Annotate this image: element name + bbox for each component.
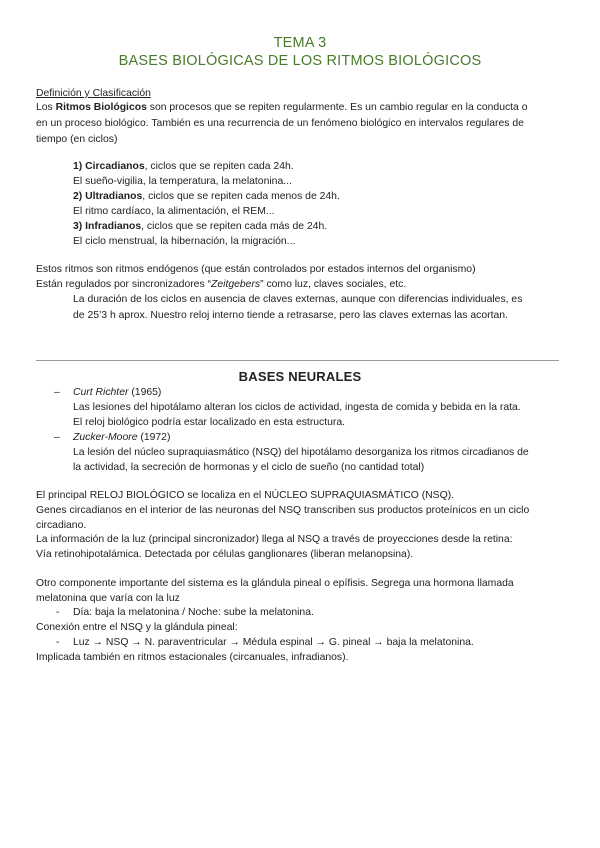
study-zucker-moore [73, 431, 170, 444]
circadian-genes-line-1: Genes circadianos en el interior de las neuronas del NSQ transcriben sus productos proteínicos en un ciclo [36, 505, 530, 516]
rhythm-type-desc: , ciclos que se repiten cada 24h. [144, 161, 294, 172]
study-richter-line-2: El reloj biológico podría estar localizado en esta estructura. [73, 417, 346, 428]
intro-bold-term: Ritmos Biológicos [55, 102, 147, 113]
study-year: (1965) [128, 387, 162, 398]
study-author: Zucker-Moore [73, 432, 138, 443]
intro-paragraph-line-3: tiempo (en ciclos) [36, 134, 118, 145]
rhythm-type-label: 2) Ultradianos [73, 191, 143, 202]
rhythm-type-desc: , ciclos que se repiten cada menos de 24h. [142, 191, 340, 202]
intro-paragraph-line-1 [36, 101, 528, 114]
section-heading-neural: BASES NEURALES [238, 369, 362, 384]
clock-location-text: El principal RELOJ BIOLÓGICO se localiza en el NÚCLEO SUPRAQUIASMÁTICO (NSQ). [36, 490, 455, 501]
study-author: Curt Richter [73, 387, 129, 398]
bullet-dash: - [56, 607, 60, 618]
zeitgebers-term: Zeitgebers [211, 279, 261, 290]
rhythm-type-1-example: El sueño-vigilia, la temperatura, la melatonina... [73, 176, 292, 187]
rhythm-type-2 [73, 190, 340, 203]
intro-text: Los [36, 102, 56, 113]
endogenous-line-3: La duración de los ciclos en ausencia de claves externas, aunque con diferencias individuales, es [73, 294, 523, 305]
rhythm-type-2-example: El ritmo cardíaco, la alimentación, el REM... [73, 206, 275, 217]
seasonal-rhythms-text: Implicada también en ritmos estacionales (circanuales, infradianos). [36, 652, 349, 663]
bullet-dash: – [54, 387, 60, 398]
rhythm-type-label: 3) Infradianos [73, 221, 142, 232]
endogenous-line-4: de 25’3 h aprox. Nuestro reloj interno tiende a retrasarse, pero las claves externas las acortan. [73, 310, 508, 321]
title-line-1: TEMA 3 [273, 35, 327, 51]
study-year: (1972) [137, 432, 171, 443]
study-zucker-line-1: La lesión del núcleo supraquiasmático (NSQ) del hipotálamo desorganiza los ritmos circadianos de [73, 447, 529, 458]
circadian-genes-line-2: circadiano. [36, 520, 87, 531]
pineal-line-2: melatonina que varía con la luz [36, 593, 180, 604]
endogenous-line-2 [36, 278, 406, 291]
rhythm-type-desc: , ciclos que se repiten cada más de 24h. [141, 221, 328, 232]
rhythm-type-label: 1) Circadianos [73, 161, 145, 172]
section-divider [36, 360, 559, 361]
rhythm-type-3-example: El ciclo menstrual, la hibernación, la migración... [73, 236, 296, 247]
section-heading-definition: Definición y Clasificación [36, 88, 151, 99]
pathway-bullet: Luz → NSQ → N. paraventricular → Médula espinal → G. pineal → baja la melatonina. [73, 637, 474, 648]
study-richter [73, 386, 161, 399]
endogenous-line-1: Estos ritmos son ritmos endógenos (que están controlados por estados internos del organismo) [36, 264, 476, 275]
melatonin-bullet: Día: baja la melatonina / Noche: sube la melatonina. [73, 607, 314, 618]
light-info-line-1: La información de la luz (principal sincronizador) llega al NSQ a través de proyecciones desde la retina: [36, 534, 513, 545]
endogenous-text: Están regulados por sincronizadores “ [36, 279, 212, 290]
connection-heading: Conexión entre el NSQ y la glándula pineal: [36, 622, 238, 633]
pineal-line-1: Otro componente importante del sistema es la glándula pineal o epífisis. Segrega una hormona llamada [36, 578, 514, 589]
rhythm-type-3 [73, 220, 327, 233]
study-richter-line-1: Las lesiones del hipotálamo alteran los ciclos de actividad, ingesta de comida y bebida en la rata. [73, 402, 521, 413]
bullet-dash: - [56, 637, 60, 648]
study-zucker-line-2: la actividad, la secreción de hormonas y el ciclo de sueño (no cantidad total) [73, 462, 425, 473]
title-line-2: BASES BIOLÓGICAS DE LOS RITMOS BIOLÓGICOS [118, 53, 482, 69]
intro-paragraph-line-2: en un proceso biológico. También es una recurrencia de un fenómeno biológico en intervalos regulares de [36, 118, 524, 129]
light-info-line-2: Vía retinohipotalámica. Detectada por células ganglionares (liberan melanopsina). [36, 549, 414, 560]
bullet-dash: – [54, 432, 60, 443]
endogenous-text: ” como luz, claves sociales, etc. [260, 279, 407, 290]
intro-text: son procesos que se repiten regularmente. Es un cambio regular en la conducta o [146, 102, 528, 113]
rhythm-type-1 [73, 160, 294, 173]
